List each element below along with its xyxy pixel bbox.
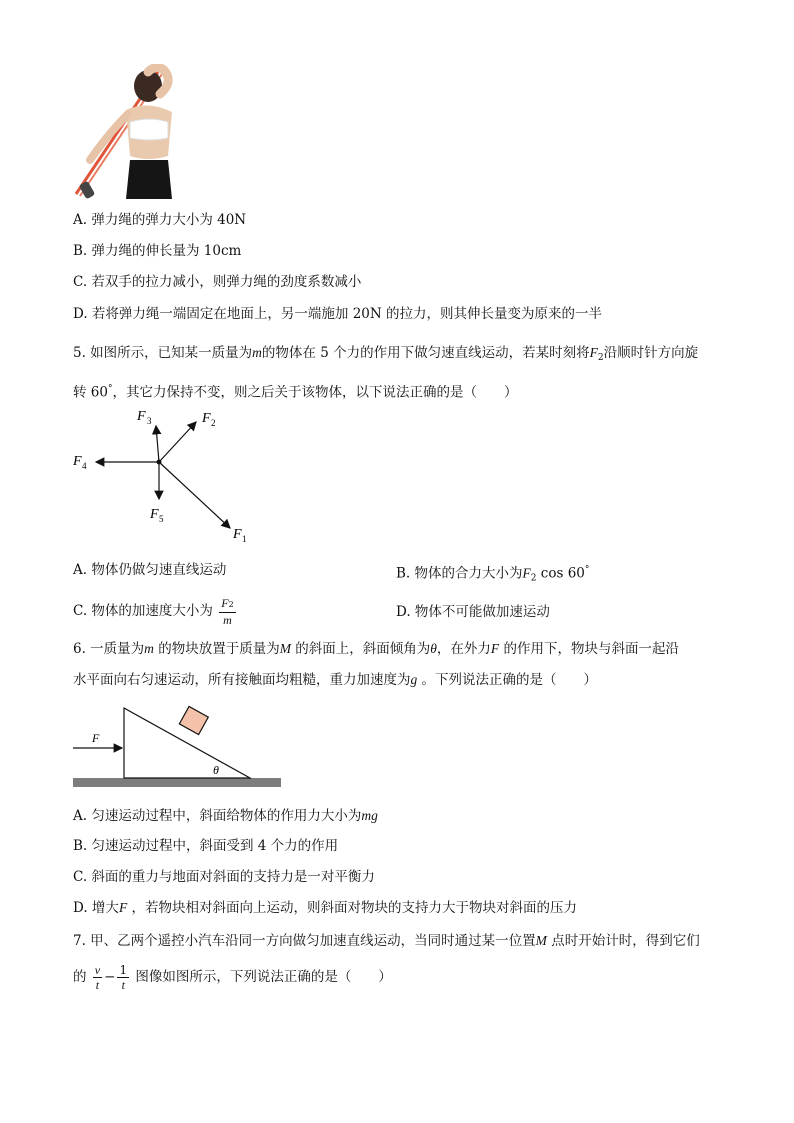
label-f: F: [92, 731, 100, 745]
q7-stem-line1: 7. 甲、乙两个遥控小汽车沿同一方向做匀加速直线运动，当同时通过某一位置M 点时开始计时，得到它们: [73, 933, 700, 949]
q5-option-b: B. 物体的合力大小为$F_2$ cos 60°: [396, 565, 590, 584]
fraction-f2-over-m: $\frac{F2}{m}$: [221, 596, 234, 627]
svg-text:4: 4: [82, 461, 87, 471]
q6-option-c: C. 斜面的重力与地面对斜面的支持力是一对平衡力: [73, 869, 375, 885]
svg-text:3: 3: [147, 416, 152, 426]
q5-option-d: D. 物体不可能做加速运动: [396, 604, 550, 620]
q4-option-b: B. 弹力绳的伸长量为 10cm: [73, 243, 242, 259]
svg-text:2: 2: [211, 418, 216, 428]
q5-option-a: A. 物体仍做匀速直线运动: [73, 562, 227, 578]
q7-stem-line2: 的 $\frac{v}{t}$ − $\frac{1}{t}$ 图像如图所示，下列说法正确的是（ ）: [73, 963, 392, 992]
q6-option-d: D. 增大F ，若物块相对斜面向上运动，则斜面对物块的支持力大于物块对斜面的压力: [73, 900, 577, 916]
fraction-1-over-t: $\frac{1}{t}$: [119, 963, 128, 992]
svg-text:5: 5: [159, 514, 164, 524]
fraction-v-over-t: $\frac{v}{t}$: [94, 963, 101, 992]
q5-option-c: C. 物体的加速度大小为 $\frac{F2}{m}$: [73, 596, 234, 627]
q4-option-c: C. 若双手的拉力减小，则弹力绳的劲度系数减小: [73, 274, 362, 290]
q6-stem-line2: 水平面向右匀速运动，所有接触面均粗糙，重力加速度为g 。下列说法正确的是（ ）: [73, 672, 598, 688]
label-f1: F: [233, 527, 242, 542]
resistance-band-photo: [68, 64, 178, 199]
q6-option-b: B. 匀速运动过程中，斜面受到 4 个力的作用: [73, 838, 339, 854]
q6-incline-diagram: [70, 700, 285, 792]
label-f3: F: [137, 409, 146, 424]
q6-stem-line1: 6. 一质量为m 的物块放置于质量为M 的斜面上，斜面倾角为θ，在外力F 的作用下，物块与斜面一起沿: [73, 641, 679, 657]
q5-stem-line2: 转 60°，其它力保持不变，则之后关于该物体，以下说法正确的是（ ）: [73, 384, 518, 401]
q4-option-a: A. 弹力绳的弹力大小为 40N: [73, 212, 247, 228]
q6-option-a: A. 匀速运动过程中，斜面给物体的作用力大小为mg: [73, 808, 378, 824]
svg-text:1: 1: [242, 534, 247, 544]
q4-option-d: D. 若将弹力绳一端固定在地面上，另一端施加 20N 的拉力，则其伸长量变为原来的一半: [73, 306, 602, 322]
label-theta: θ: [213, 763, 219, 777]
q5-force-diagram: [70, 402, 260, 547]
q5-stem-line1: 5. 如图所示，已知某一质量为m的物体在 5 个力的作用下做匀速直线运动，若某时刻将$F_2$沿顺时针方向旋: [73, 345, 699, 363]
label-f2: F: [202, 411, 211, 426]
label-f4: F: [73, 454, 82, 469]
label-f5: F: [150, 507, 159, 522]
